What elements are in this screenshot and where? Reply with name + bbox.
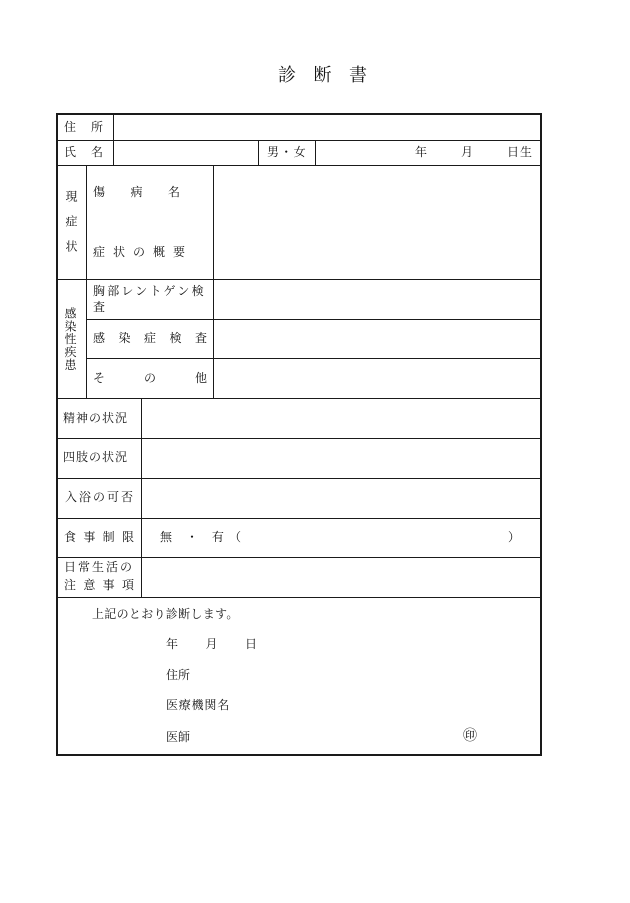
- certification-institution-label: 医療機関名: [166, 698, 231, 712]
- chest-xray-input-area[interactable]: [214, 280, 540, 319]
- mental-status-label: 精神の状況: [63, 411, 129, 425]
- symptom-summary-label: 症 状 の 概 要: [93, 245, 185, 259]
- birth-month-unit: 月: [461, 145, 474, 159]
- daily-notes-label-line1: 日常生活の: [64, 560, 135, 574]
- seal-mark: ㊞: [463, 728, 477, 744]
- birth-day-unit: 日生: [507, 145, 534, 159]
- mental-status-input-area[interactable]: [142, 399, 540, 438]
- other-label: そ の 他: [93, 371, 207, 385]
- birth-year-unit: 年: [415, 145, 428, 159]
- address-input-area[interactable]: [114, 115, 540, 140]
- diagnosis-input-area[interactable]: [214, 166, 540, 279]
- current-condition-group-label: 現症状: [64, 190, 78, 265]
- grid-line-v-group-divider: [86, 165, 87, 398]
- document-title: 診 断 書: [278, 65, 367, 86]
- certification-date: 年 月 日: [166, 637, 257, 651]
- diet-restriction-close-paren: ）: [508, 530, 521, 544]
- bathing-label: 入浴の可否: [65, 490, 136, 504]
- grid-line-v-gender-left: [258, 140, 259, 165]
- daily-notes-label-line2: 注 意 事 項: [64, 578, 134, 592]
- certification-statement: 上記のとおり診断します。: [92, 607, 239, 621]
- certification-address-label: 住所: [166, 668, 191, 682]
- infection-test-label: 感 染 症 検 査: [93, 331, 207, 345]
- limb-status-input-area[interactable]: [142, 439, 540, 478]
- gender-options: 男・女: [267, 145, 307, 159]
- daily-notes-input-area[interactable]: [142, 558, 540, 597]
- other-input-area[interactable]: [214, 359, 540, 398]
- diet-restriction-label: 食 事 制 限: [64, 530, 134, 544]
- limb-status-label: 四肢の状況: [63, 450, 129, 464]
- certification-doctor-label: 医師: [166, 730, 191, 744]
- infection-test-input-area[interactable]: [214, 320, 540, 358]
- address-label: 住 所: [64, 120, 103, 134]
- name-label: 氏 名: [64, 145, 103, 159]
- chest-xray-label: 胸部レントゲン検査: [93, 284, 206, 314]
- diet-restriction-options: 無 ・ 有（: [160, 530, 241, 544]
- name-input-area[interactable]: [114, 141, 258, 165]
- bathing-input-area[interactable]: [142, 479, 540, 518]
- disease-name-label: 傷 病 名: [93, 185, 180, 199]
- infectious-disease-group-label: 感染性疾患: [63, 307, 77, 371]
